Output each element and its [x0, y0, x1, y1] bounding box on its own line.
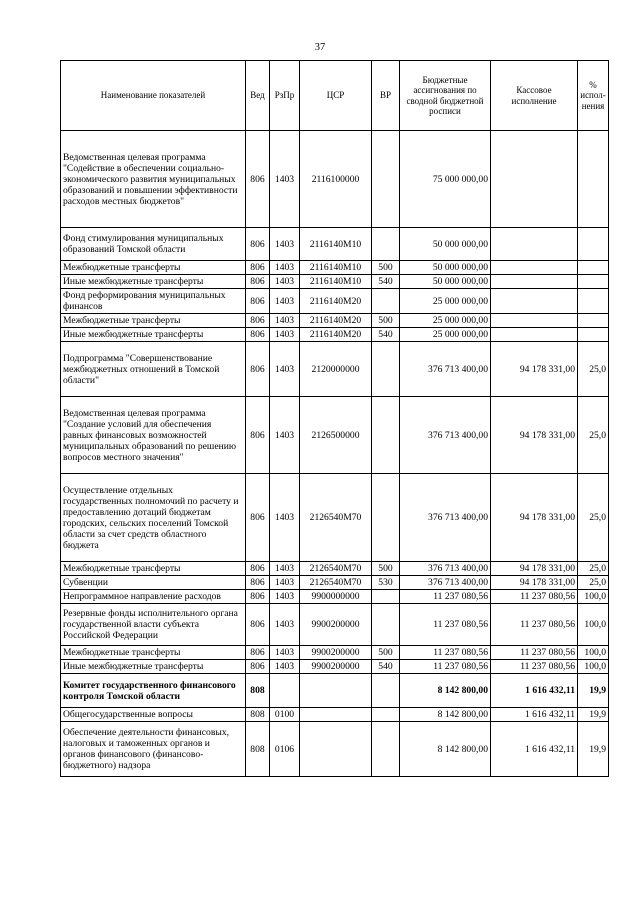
cell-budget: 8 142 800,00	[400, 708, 491, 722]
cell-csr: 2116140М10	[300, 261, 372, 275]
cell-csr: 2120000000	[300, 342, 372, 397]
cell-name: Обеспечение деятельности финансовых, налоговых и таможенных органов и органов финансового (финансово-бюджетного) надзора	[61, 722, 246, 777]
table-row	[61, 228, 609, 261]
cell-pct	[578, 261, 609, 275]
table-row	[61, 328, 609, 342]
cell-ved: 806	[246, 289, 270, 314]
cell-ved: 806	[246, 474, 270, 562]
cell-csr: 2116140М10	[300, 228, 372, 261]
cell-name: Иные межбюджетные трансферты	[61, 660, 246, 674]
table-row	[61, 342, 609, 397]
table-row	[61, 562, 609, 576]
cell-pct: 19,9	[578, 708, 609, 722]
cell-csr: 9900000000	[300, 590, 372, 604]
cell-name: Межбюджетные трансферты	[61, 261, 246, 275]
header-ved: Вед	[246, 61, 270, 131]
cell-csr: 9900200000	[300, 646, 372, 660]
cell-ved: 806	[246, 328, 270, 342]
cell-ved: 806	[246, 314, 270, 328]
cell-pct	[578, 275, 609, 289]
cell-rzpr: 1403	[270, 474, 300, 562]
cell-csr	[300, 708, 372, 722]
table-row	[61, 275, 609, 289]
cell-vr: 540	[372, 275, 400, 289]
cell-budget: 75 000 000,00	[400, 131, 491, 228]
cell-csr: 2116100000	[300, 131, 372, 228]
cell-vr	[372, 604, 400, 646]
cell-cash: 1 616 432,11	[491, 674, 578, 708]
cell-name: Подпрограмма "Совершенствование межбюджетных отношений в Томской области"	[61, 342, 246, 397]
cell-vr	[372, 674, 400, 708]
header-vr: ВР	[372, 61, 400, 131]
cell-ved: 806	[246, 646, 270, 660]
table-row	[61, 397, 609, 474]
budget-table	[60, 60, 609, 777]
cell-budget: 376 713 400,00	[400, 342, 491, 397]
cell-pct	[578, 131, 609, 228]
cell-rzpr: 1403	[270, 397, 300, 474]
cell-cash	[491, 314, 578, 328]
cell-cash	[491, 228, 578, 261]
cell-pct: 100,0	[578, 590, 609, 604]
cell-budget: 50 000 000,00	[400, 261, 491, 275]
cell-name: Межбюджетные трансферты	[61, 314, 246, 328]
cell-cash: 1 616 432,11	[491, 708, 578, 722]
cell-rzpr: 1403	[270, 646, 300, 660]
header-cash: Кассовое исполнение	[491, 61, 578, 131]
cell-name: Ведомственная целевая программа "Создание условий для обеспечения равных финансовых возможностей муниципальных образований по решению вопросов местного значения"	[61, 397, 246, 474]
table-row	[61, 314, 609, 328]
cell-cash	[491, 275, 578, 289]
cell-budget: 8 142 800,00	[400, 722, 491, 777]
header-rzpr: РзПр	[270, 61, 300, 131]
cell-csr: 2126540М70	[300, 576, 372, 590]
header-pct: % испол- нения	[578, 61, 609, 131]
cell-budget: 8 142 800,00	[400, 674, 491, 708]
cell-name: Субвенции	[61, 576, 246, 590]
cell-budget: 376 713 400,00	[400, 397, 491, 474]
cell-name: Осуществление отдельных государственных полномочий по расчету и предоставлению дотаций бюджетам городских, сельских поселений Томской области за счет средств областного бюджета	[61, 474, 246, 562]
cell-rzpr: 1403	[270, 289, 300, 314]
cell-csr	[300, 722, 372, 777]
cell-rzpr: 1403	[270, 131, 300, 228]
cell-rzpr: 0106	[270, 722, 300, 777]
cell-vr	[372, 722, 400, 777]
cell-budget: 11 237 080,56	[400, 646, 491, 660]
cell-rzpr: 1403	[270, 314, 300, 328]
cell-vr: 540	[372, 328, 400, 342]
cell-ved: 806	[246, 228, 270, 261]
cell-cash: 94 178 331,00	[491, 562, 578, 576]
cell-rzpr: 1403	[270, 576, 300, 590]
header-budget: Бюджетные ассигнования по сводной бюджетной росписи	[400, 61, 491, 131]
cell-pct	[578, 328, 609, 342]
cell-budget: 25 000 000,00	[400, 328, 491, 342]
cell-rzpr: 0100	[270, 708, 300, 722]
cell-vr: 500	[372, 646, 400, 660]
cell-cash	[491, 328, 578, 342]
cell-ved: 806	[246, 576, 270, 590]
cell-budget: 50 000 000,00	[400, 228, 491, 261]
table-row	[61, 261, 609, 275]
cell-cash: 11 237 080,56	[491, 590, 578, 604]
cell-name: Фонд стимулирования муниципальных образований Томской области	[61, 228, 246, 261]
cell-ved: 808	[246, 674, 270, 708]
table-row	[61, 674, 609, 708]
table-row	[61, 289, 609, 314]
cell-cash	[491, 261, 578, 275]
cell-cash: 11 237 080,56	[491, 604, 578, 646]
cell-vr: 530	[372, 576, 400, 590]
cell-ved: 806	[246, 562, 270, 576]
cell-vr	[372, 397, 400, 474]
header-row	[61, 61, 609, 131]
cell-budget: 11 237 080,56	[400, 604, 491, 646]
cell-budget: 11 237 080,56	[400, 660, 491, 674]
cell-name: Иные межбюджетные трансферты	[61, 275, 246, 289]
cell-rzpr: 1403	[270, 261, 300, 275]
table-row	[61, 708, 609, 722]
cell-cash: 94 178 331,00	[491, 576, 578, 590]
cell-rzpr	[270, 674, 300, 708]
cell-vr	[372, 289, 400, 314]
cell-csr: 2116140М10	[300, 275, 372, 289]
cell-name: Межбюджетные трансферты	[61, 562, 246, 576]
cell-ved: 806	[246, 397, 270, 474]
cell-budget: 376 713 400,00	[400, 576, 491, 590]
table-row	[61, 722, 609, 777]
cell-csr: 9900200000	[300, 604, 372, 646]
cell-pct	[578, 289, 609, 314]
cell-rzpr: 1403	[270, 328, 300, 342]
cell-rzpr: 1403	[270, 590, 300, 604]
cell-pct: 19,9	[578, 722, 609, 777]
cell-pct	[578, 228, 609, 261]
cell-cash	[491, 289, 578, 314]
cell-vr: 500	[372, 562, 400, 576]
cell-cash: 94 178 331,00	[491, 397, 578, 474]
cell-cash: 11 237 080,56	[491, 660, 578, 674]
cell-cash: 94 178 331,00	[491, 474, 578, 562]
table-row	[61, 131, 609, 228]
cell-rzpr: 1403	[270, 562, 300, 576]
cell-pct: 25,0	[578, 342, 609, 397]
cell-csr: 2126500000	[300, 397, 372, 474]
cell-rzpr: 1403	[270, 342, 300, 397]
table-row	[61, 604, 609, 646]
cell-name: Общегосударственные вопросы	[61, 708, 246, 722]
cell-pct: 100,0	[578, 660, 609, 674]
cell-csr: 2116140М20	[300, 314, 372, 328]
cell-csr: 2126540М70	[300, 474, 372, 562]
cell-csr: 2126540М70	[300, 562, 372, 576]
cell-name: Иные межбюджетные трансферты	[61, 328, 246, 342]
cell-name: Ведомственная целевая программа "Содействие в обеспечении социально-экономического развития муниципальных образований и повышении эффективности расходов местных бюджетов"	[61, 131, 246, 228]
cell-csr: 2116140М20	[300, 328, 372, 342]
cell-ved: 806	[246, 590, 270, 604]
cell-csr: 2116140М20	[300, 289, 372, 314]
table-row	[61, 474, 609, 562]
cell-vr	[372, 590, 400, 604]
cell-name: Комитет государственного финансового контроля Томской области	[61, 674, 246, 708]
cell-csr: 9900200000	[300, 660, 372, 674]
cell-vr: 500	[372, 314, 400, 328]
cell-budget: 376 713 400,00	[400, 474, 491, 562]
cell-vr: 500	[372, 261, 400, 275]
cell-pct: 25,0	[578, 397, 609, 474]
header-csr: ЦСР	[300, 61, 372, 131]
header-name: Наименование показателей	[61, 61, 246, 131]
cell-name: Фонд реформирования муниципальных финансов	[61, 289, 246, 314]
cell-ved: 806	[246, 131, 270, 228]
cell-ved: 806	[246, 660, 270, 674]
table-row	[61, 590, 609, 604]
cell-ved: 806	[246, 604, 270, 646]
cell-name: Резервные фонды исполнительного органа государственной власти субъекта Российской Федерации	[61, 604, 246, 646]
cell-cash: 1 616 432,11	[491, 722, 578, 777]
cell-cash: 94 178 331,00	[491, 342, 578, 397]
cell-budget: 25 000 000,00	[400, 314, 491, 328]
cell-rzpr: 1403	[270, 228, 300, 261]
cell-pct: 25,0	[578, 576, 609, 590]
cell-pct: 100,0	[578, 604, 609, 646]
cell-ved: 806	[246, 342, 270, 397]
cell-cash	[491, 131, 578, 228]
cell-budget: 25 000 000,00	[400, 289, 491, 314]
cell-ved: 808	[246, 708, 270, 722]
cell-vr	[372, 228, 400, 261]
table-row	[61, 576, 609, 590]
cell-name: Межбюджетные трансферты	[61, 646, 246, 660]
cell-pct: 25,0	[578, 562, 609, 576]
table-row	[61, 660, 609, 674]
cell-ved: 806	[246, 261, 270, 275]
table-row	[61, 646, 609, 660]
cell-pct: 25,0	[578, 474, 609, 562]
cell-budget: 11 237 080,56	[400, 590, 491, 604]
cell-name: Непрограммное направление расходов	[61, 590, 246, 604]
cell-ved: 806	[246, 275, 270, 289]
cell-ved: 808	[246, 722, 270, 777]
cell-vr: 540	[372, 660, 400, 674]
cell-budget: 50 000 000,00	[400, 275, 491, 289]
cell-vr	[372, 474, 400, 562]
cell-vr	[372, 708, 400, 722]
cell-csr	[300, 674, 372, 708]
cell-cash: 11 237 080,56	[491, 646, 578, 660]
cell-pct: 100,0	[578, 646, 609, 660]
cell-pct	[578, 314, 609, 328]
cell-vr	[372, 342, 400, 397]
cell-vr	[372, 131, 400, 228]
cell-rzpr: 1403	[270, 604, 300, 646]
cell-rzpr: 1403	[270, 660, 300, 674]
cell-pct: 19,9	[578, 674, 609, 708]
page-number: 37	[314, 42, 326, 53]
cell-rzpr: 1403	[270, 275, 300, 289]
cell-budget: 376 713 400,00	[400, 562, 491, 576]
